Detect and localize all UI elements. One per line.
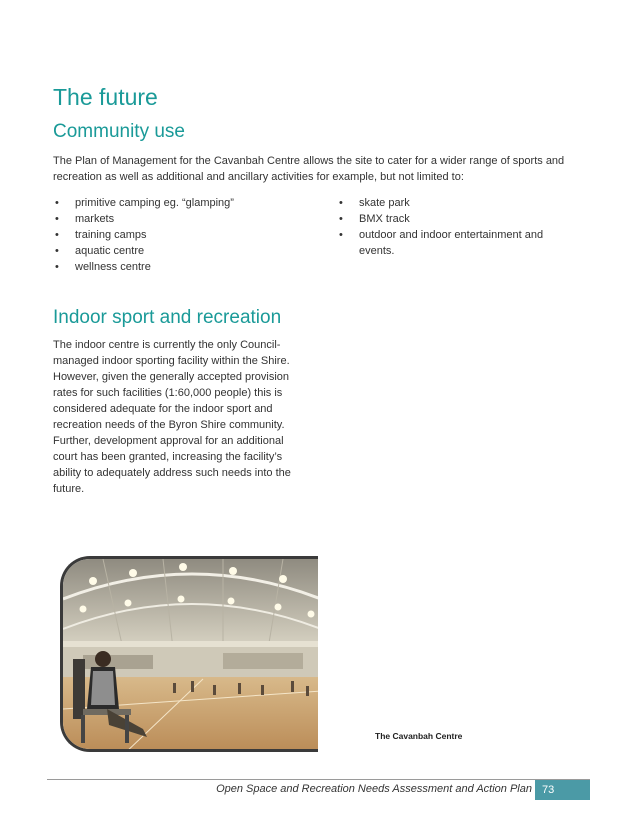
bullet-icon: • bbox=[55, 213, 59, 225]
list-item: • BMX track bbox=[339, 213, 410, 225]
bullet-icon: • bbox=[339, 229, 343, 241]
bullet-icon: • bbox=[55, 197, 59, 209]
page-heading: The future bbox=[53, 84, 158, 110]
indoor-court-illustration bbox=[63, 559, 318, 752]
bullet-icon: • bbox=[339, 213, 343, 225]
list-item: • skate park bbox=[339, 197, 410, 209]
community-use-intro: The Plan of Management for the Cavanbah Centre allows the site to cater for a wider range of sports and recreation as well as additional and ancillary activities for example, but not limited to: bbox=[53, 155, 565, 183]
list-item: • wellness centre bbox=[55, 261, 151, 273]
community-use-list-left bbox=[53, 195, 313, 275]
bullet-icon: • bbox=[339, 197, 343, 209]
list-item: • aquatic centre bbox=[55, 245, 145, 257]
indoor-sport-body: The indoor centre is currently the only Council-managed indoor sporting facility within the Shire. However, given the generally accepted provision rates for such facilities (1:60,000 people) this is considered adequate for the indoor sport and recreation needs of the Byron Shire community. Further, development approval for an additional court has been granted, increasing the facility’s ability to adequately address such needs into the future. bbox=[53, 339, 291, 495]
section-title-indoor-sport: Indoor sport and recreation bbox=[53, 307, 282, 328]
page-number-badge: 73 bbox=[535, 780, 590, 800]
list-item: • markets bbox=[55, 213, 115, 225]
bullet-icon: • bbox=[55, 261, 59, 273]
bullet-icon: • bbox=[55, 229, 59, 241]
cavanbah-centre-photo bbox=[60, 556, 318, 752]
list-item: • outdoor and indoor entertainment and events. bbox=[339, 229, 544, 257]
section-title-community-use: Community use bbox=[53, 121, 185, 142]
community-use-list-right bbox=[337, 195, 567, 259]
list-item: • primitive camping eg. “glamping” bbox=[55, 197, 234, 209]
bullet-icon: • bbox=[55, 245, 59, 257]
footer-document-title: Open Space and Recreation Needs Assessment and Action Plan bbox=[216, 783, 532, 795]
photo-caption: The Cavanbah Centre bbox=[375, 731, 463, 741]
footer-divider bbox=[47, 779, 590, 780]
list-item: • training camps bbox=[55, 229, 147, 241]
